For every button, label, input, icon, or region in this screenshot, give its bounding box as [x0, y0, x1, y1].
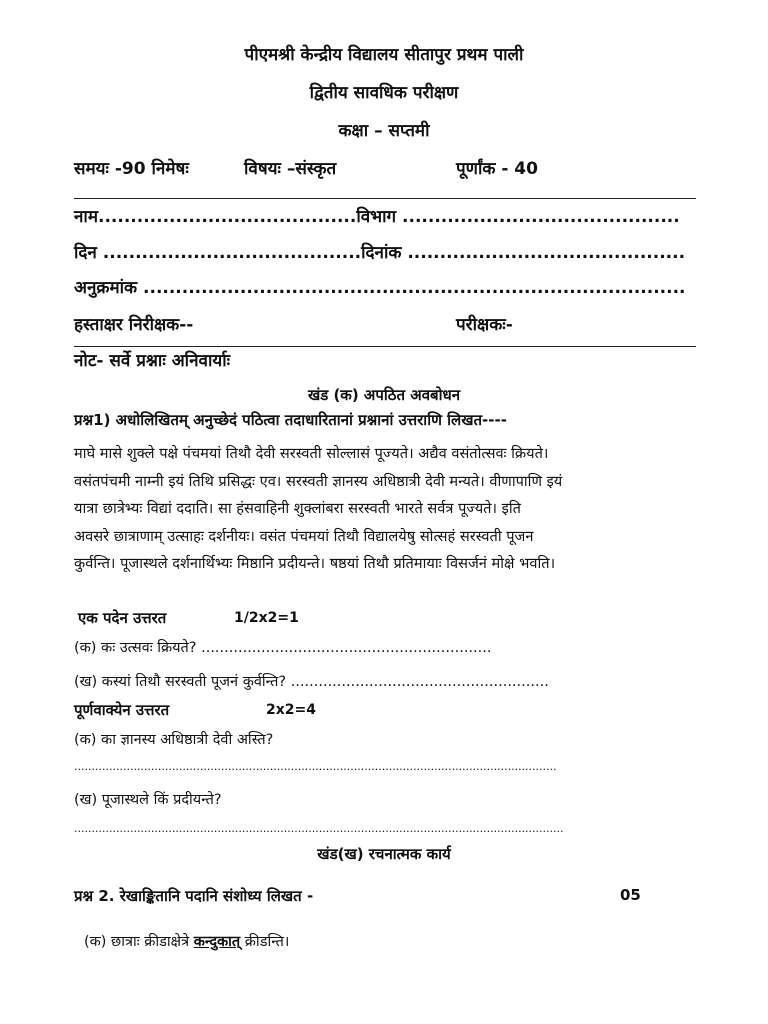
name-field: नाम........................................विभाग ........................................... [74, 207, 680, 227]
top-divider [74, 198, 696, 199]
bottom-divider [74, 346, 696, 347]
exam-title: द्वितीय सावधिक परीक्षण [309, 83, 459, 103]
note: नोट- सर्वे प्रश्नाः अनिवार्याः [74, 351, 231, 371]
day-field: दिन ........................................दिनांक ........................................... [74, 243, 686, 263]
section-a-title: खंड (क) अपठित अवबोधन [307, 386, 461, 404]
invigilator-sign: हस्ताक्षर निरीक्षक-- [74, 315, 194, 335]
one-word-q2: (ख) कस्यां तिथौ सरस्वती पूजनं कुर्वन्ति? ........................................................ [74, 674, 549, 690]
one-word-q1: (क) कः उत्सवः क्रियते? ............................................................... [74, 640, 492, 656]
passage-line: वसंतपंचमी नाम्नी इयं तिथि प्रसिद्धः एव। सरस्वती ज्ञानस्य अधिष्ठात्री देवी मन्यते। वीणापाणि इयं [74, 472, 563, 490]
full-sentence-q2: (ख) पूजास्थले किं प्रदीयन्ते? [74, 792, 222, 808]
answer-line: .......................................................................................................................................... [74, 760, 557, 773]
total-marks: पूर्णांक - 40 [456, 159, 538, 179]
time-label: समयः -90 निमेषः [74, 159, 189, 179]
question-2: प्रश्न 2. रेखाङ्कितानि पदानि संशोध्य लिखत - [74, 887, 314, 905]
passage-line: अवसरे छात्राणाम् उत्साहः दर्शनीयः। वसंत पंचमयां तिथौ विद्यालयेषु सोत्सहं सरस्वती पूजन [74, 527, 534, 545]
sentence-1-end: क्रीडन्ति। [240, 934, 290, 950]
examiner-sign: परीक्षकः- [456, 315, 513, 335]
section-b-title: खंड(ख) रचनात्मक कार्य [317, 845, 451, 863]
one-word-marks: 1/2x2=1 [234, 610, 299, 626]
underlined-word: कन्दुकात् [193, 934, 241, 950]
full-sentence-marks: 2x2=4 [266, 702, 316, 718]
passage-line: कुर्वन्ति। पूजास्थले दर्शनार्थिभ्यः मिष्ठानि प्रदीयन्ते। षष्ठयां तिथौ प्रतिमायाः विसर्जनं मोक्षे भवति। [74, 555, 556, 572]
class-title: कक्षा – सप्तमी [338, 121, 430, 141]
subject-label: विषयः –संस्कृत [244, 159, 337, 179]
sentence-1-start: (क) छात्राः क्रीडाक्षेत्रे [84, 934, 194, 950]
roll-field: अनुक्रमांक .................................................................................... [74, 278, 686, 298]
passage-line: यात्रा छात्रेभ्यः विद्यां ददाति। सा हंसवाहिनी शुक्लांबरा सरस्वती भारते सर्वत्र पूज्यते। इति [74, 500, 521, 517]
full-sentence-q1: (क) का ज्ञानस्य अधिष्ठात्री देवी अस्ति? [74, 732, 274, 748]
one-word-heading: एक पदेन उत्तरत [78, 609, 167, 627]
question-1: प्रश्न1) अधोलिखितम् अनुच्छेदं पठित्वा तदाधारितानां प्रश्नानां उत्तराणि लिखत---- [74, 411, 507, 429]
passage-line: माघे मासे शुक्ले पक्षे पंचमयां तिथौ देवी सरस्वती सोल्लासं पूज्यते। अद्यैव वसंतोत्सवः क्रियते। [74, 445, 549, 462]
question-2-marks: 05 [620, 886, 641, 904]
answer-line: ............................................................................................................................................ [74, 822, 564, 835]
passage [74, 440, 696, 578]
sentence-1 [84, 931, 289, 951]
school-name: पीएमश्री केन्द्रीय विद्यालय सीतापुर प्रथम पाली [244, 45, 524, 65]
full-sentence-heading: पूर्णवाक्येन उत्तरत [74, 701, 170, 719]
